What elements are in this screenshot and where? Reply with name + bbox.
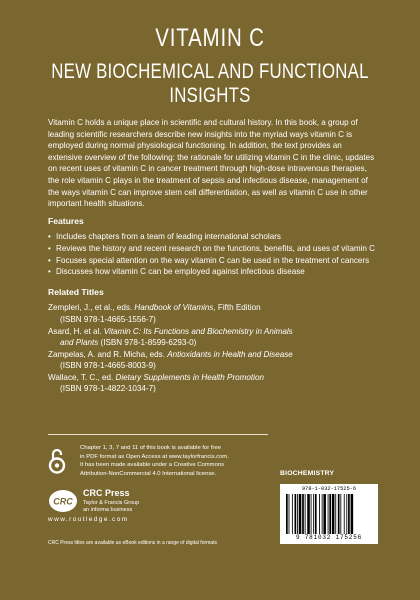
related-titles-list [48,302,378,395]
book-title: VITAMIN C [155,24,265,52]
barcode-icon [286,494,372,534]
ebook-note: CRC Press titles are available as eBook editions in a range of digital formats [48,540,217,546]
publisher-url: www.routledge.com [48,516,129,523]
feature-item: • Includes chapters from a team of leading international scholars [48,232,281,242]
section-divider [48,434,268,435]
related-title-entry: Zempleri, J., et al., eds. Handbook of Vitamins, Fifth Edition (ISBN 978-1-4665-1556-7) [48,303,261,324]
publisher-name: CRC Press [83,488,130,498]
bullet-icon: • [48,255,51,265]
related-title-entry: Wallace, T. C., ed. Dietary Supplements in Health Promotion (ISBN 978-1-4822-1034-7) [48,372,264,394]
feature-item: • Reviews the history and recent research on the functions, benefits, and uses of vitamin C [48,243,375,253]
book-subtitle: NEW BIOCHEMICAL AND FUNCTIONAL INSIGHTS [51,60,369,107]
barcode-box [280,484,378,544]
bullet-icon: • [48,232,51,242]
related-title-entry: Asard, H. et al. Vitamin C: Its Functions and Biochemistry in Animals and Plants (ISBN 978-1-8599-6293-0) [48,326,293,348]
features-list [48,231,378,277]
publisher-group: Taylor & Francis Group an informa business [83,500,140,513]
open-access-lock-icon [48,448,66,474]
isbn-label: 978-1-032-17525-6 [301,486,357,492]
cover-content [48,117,378,395]
feature-item: • Focuses special attention on the way vitamin C can be used in the treatment of cancers [48,255,370,265]
svg-text:CRC: CRC [53,496,73,507]
bullet-icon: • [48,243,51,253]
open-access-notice: Chapter 1, 3, 7 and 11 of this book is available for free in PDF format as Open Access at www.taylorfrancis.com. It has been made available under a Creative Commons Attribution-NonCommercial 4.0 International license. [80,445,229,477]
subject-category: BIOCHEMISTRY [280,470,335,477]
feature-item: • Discusses how vitamin C can be employed against infectious disease [48,267,305,277]
barcode-digits: 9 781032 175256 [295,534,362,541]
features-heading: Features [48,215,84,226]
related-title-entry: Zampelas, A. and R. Micha, eds. Antioxidants in Health and Disease (ISBN 978-1-4665-8003-9) [48,349,293,371]
intro-paragraph: Vitamin C holds a unique place in scientific and cultural history. In this book, a group of leading scientific researchers describe new insights into the myriad ways vitamin C is employed during normal physiological functioning. In addition, the text provides an extensive overview of the following: the rationale for utilizing vitamin C in the clinic, updates on recent uses of vitamin C in cancer treatment through high-dose intravenous therapies, the role vitamin C plays in the treatment of sepsis and infectious disease, management of the ways vitamin C can improve stem cell differentiation, as well as vitamin C use in other important health situations. [48,118,375,209]
related-titles-heading: Related Titles [48,286,104,297]
crc-press-logo-icon [48,488,78,514]
bullet-icon: • [48,267,51,277]
